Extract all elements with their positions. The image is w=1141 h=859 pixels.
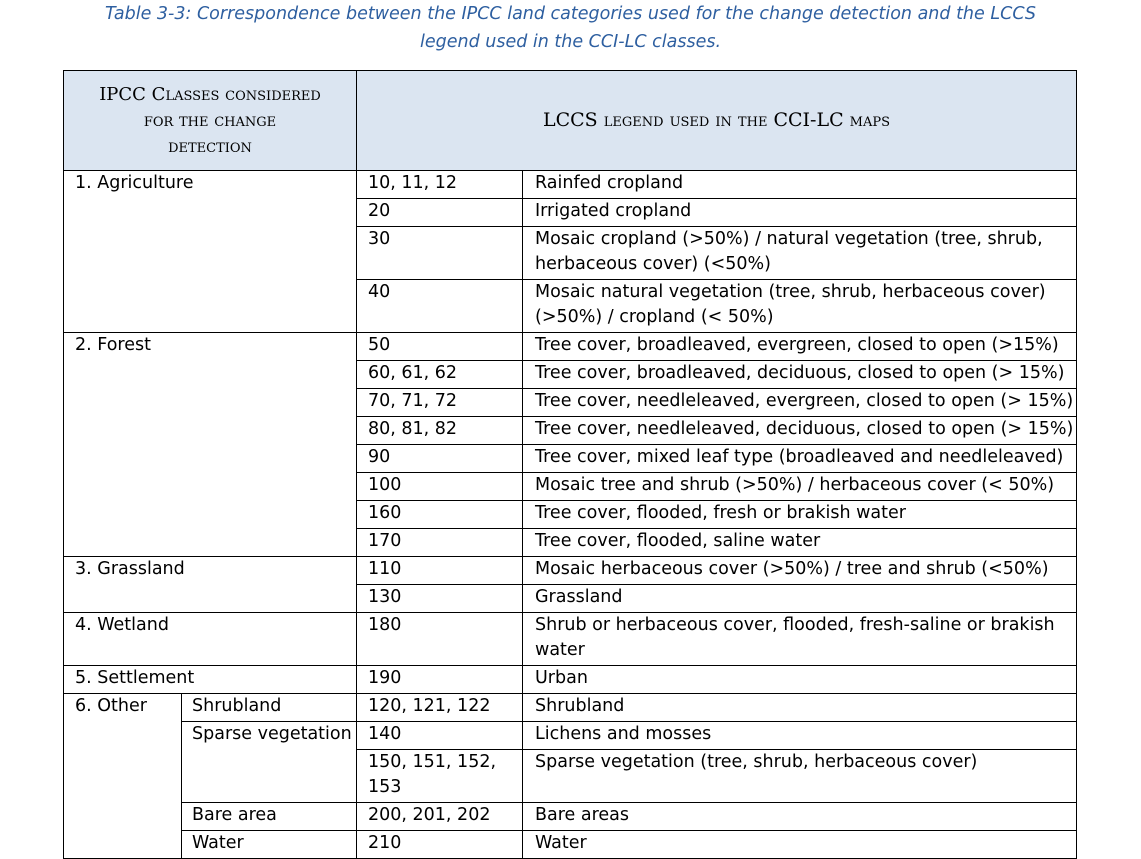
table-row [64,666,1077,694]
code-cell: 130 [357,585,523,613]
subcategory-cell: Shrubland [182,694,357,722]
table-row [64,171,1077,199]
description-cell: Mosaic cropland (>50%) / natural vegetation (tree, shrub, herbaceous cover) (<50%) [523,227,1077,280]
category-cell: 3. Grassland [64,557,357,613]
description-cell: Tree cover, flooded, fresh or brakish water [523,501,1077,529]
code-cell: 200, 201, 202 [357,803,523,831]
table-row [64,803,1077,831]
table-row [64,557,1077,585]
description-cell: Rainfed cropland [523,171,1077,199]
code-cell: 180 [357,613,523,666]
table-caption [0,0,1141,56]
code-cell: 20 [357,199,523,227]
description-cell: Mosaic tree and shrub (>50%) / herbaceous cover (< 50%) [523,473,1077,501]
code-cell: 70, 71, 72 [357,389,523,417]
code-cell: 160 [357,501,523,529]
description-cell: Tree cover, needleleaved, deciduous, closed to open (> 15%) [523,417,1077,445]
description-cell: Mosaic natural vegetation (tree, shrub, herbaceous cover) (>50%) / cropland (< 50%) [523,280,1077,333]
ipcc-classes-header: IPCC Classes considered for the change detection [64,71,357,171]
code-cell: 30 [357,227,523,280]
description-cell: Shrub or herbaceous cover, flooded, fresh-saline or brakish water [523,613,1077,666]
header-row [64,71,1077,171]
table-row [64,333,1077,361]
category-cell: 1. Agriculture [64,171,357,333]
caption-line-2: legend used in the CCI-LC classes. [419,32,722,52]
caption-line-1: Table 3-3: Correspondence between the IPCC land categories used for the change detection and the LCCS [105,4,1036,24]
code-cell: 140 [357,722,523,750]
code-cell: 50 [357,333,523,361]
code-cell: 10, 11, 12 [357,171,523,199]
description-cell: Grassland [523,585,1077,613]
code-cell: 150, 151, 152, 153 [357,750,523,803]
subcategory-cell: Water [182,831,357,859]
category-cell: 4. Wetland [64,613,357,666]
description-cell: Tree cover, mixed leaf type (broadleaved and needleleaved) [523,445,1077,473]
category-cell: 5. Settlement [64,666,357,694]
description-cell: Shrubland [523,694,1077,722]
code-cell: 120, 121, 122 [357,694,523,722]
table-row [64,613,1077,666]
code-cell: 210 [357,831,523,859]
description-cell: Sparse vegetation (tree, shrub, herbaceous cover) [523,750,1077,803]
code-cell: 90 [357,445,523,473]
description-cell: Bare areas [523,803,1077,831]
description-cell: Mosaic herbaceous cover (>50%) / tree and shrub (<50%) [523,557,1077,585]
description-cell: Tree cover, flooded, saline water [523,529,1077,557]
description-cell: Irrigated cropland [523,199,1077,227]
category-cell: 6. Other [64,694,182,859]
table-row [64,722,1077,750]
description-cell: Lichens and mosses [523,722,1077,750]
subcategory-cell: Bare area [182,803,357,831]
lccs-legend-header: LCCS legend used in the CCI-LC maps [357,71,1077,171]
correspondence-table [63,70,1077,859]
code-cell: 100 [357,473,523,501]
code-cell: 170 [357,529,523,557]
code-cell: 110 [357,557,523,585]
code-cell: 60, 61, 62 [357,361,523,389]
code-cell: 80, 81, 82 [357,417,523,445]
category-cell: 2. Forest [64,333,357,557]
code-cell: 40 [357,280,523,333]
code-cell: 190 [357,666,523,694]
description-cell: Tree cover, broadleaved, evergreen, closed to open (>15%) [523,333,1077,361]
table-row [64,831,1077,859]
description-cell: Water [523,831,1077,859]
table-row [64,694,1077,722]
subcategory-cell: Sparse vegetation [182,722,357,803]
description-cell: Tree cover, broadleaved, deciduous, closed to open (> 15%) [523,361,1077,389]
description-cell: Tree cover, needleleaved, evergreen, closed to open (> 15%) [523,389,1077,417]
description-cell: Urban [523,666,1077,694]
